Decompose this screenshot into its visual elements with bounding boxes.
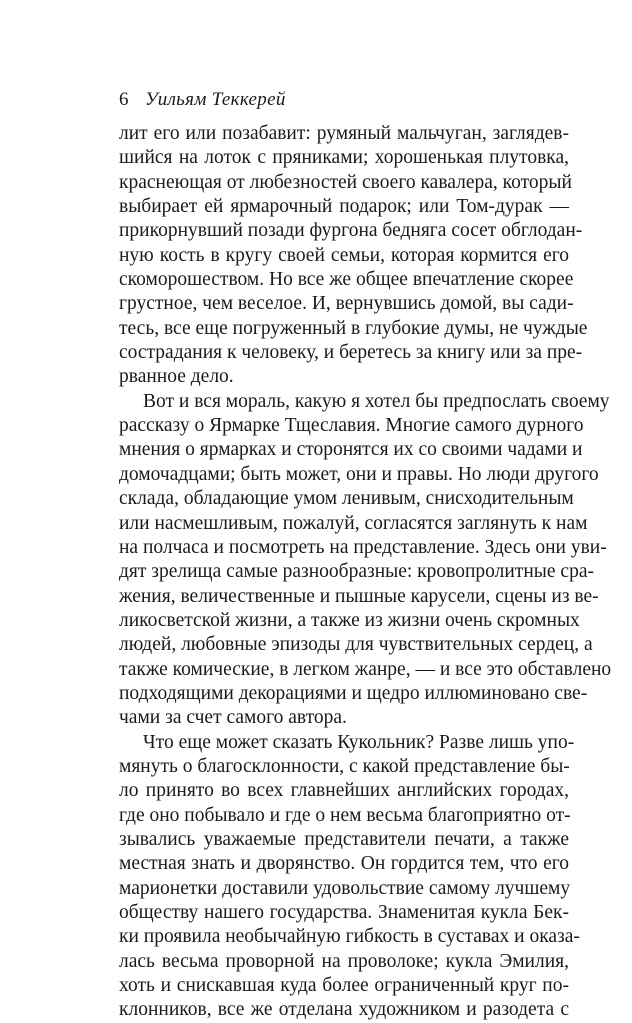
text-line: людей, любовные эпизоды для чувствительных сердец, а	[119, 634, 593, 656]
text-line: хоть и снискавшая куда более ограниченный круг по-	[119, 975, 569, 997]
text-line: ликосветской жизни, а также из жизни очень скромных	[119, 609, 580, 631]
text-line: рванное дело.	[119, 366, 234, 388]
text-line: ки проявила необычайную гибкость в суставах и оказа-	[119, 926, 580, 948]
text-line: сострадания к человеку, и беретесь за книгу или за пре-	[119, 342, 583, 364]
text-line: мянуть о благосклонности, с какой представление бы-	[119, 755, 570, 777]
text-line: краснеющая от любезностей своего кавалера, который	[119, 171, 572, 193]
text-line: рассказу о Ярмарке Тщеславия. Многие самого дурного	[119, 415, 584, 437]
text-line: домочадцами; быть может, они и правы. Но люди другого	[119, 463, 599, 485]
paragraph	[119, 731, 580, 1023]
text-line: марионетки доставили удовольствие самому лучшему	[119, 877, 571, 899]
text-line: местная знать и дворянство. Он гордится тем, что его	[119, 853, 569, 875]
paragraph	[119, 390, 612, 731]
text-line: ную кость в кругу своей семьи, которая кормится его	[119, 244, 569, 266]
text-line: лит его или позабавит: румяный мальчуган, заглядев-	[119, 123, 569, 144]
running-head	[119, 88, 569, 112]
running-head-author: Уильям Теккерей	[145, 89, 286, 110]
text-line: склада, обладающие умом ленивым, снисходительным	[119, 488, 574, 510]
text-line: или насмешливым, пожалуй, согласятся заглянуть к нам	[119, 512, 588, 534]
text-line: где оно побывало и где о нем весьма благоприятно от-	[119, 804, 571, 826]
paragraph	[119, 122, 588, 390]
text-line: зывались уважаемые представители печати, а также	[119, 828, 569, 850]
text-line: обществу нашего государства. Знаменитая кукла Бек-	[119, 902, 569, 923]
text-line: на полчаса и посмотреть на представление. Здесь они уви-	[119, 536, 607, 558]
text-line: дят зрелища самые разнообразные: кровопролитные сра-	[119, 561, 594, 583]
text-line: также комические, в легком жанре, — и все это обставлено	[119, 658, 612, 680]
text-line: лась весьма проворной на проволоке; кукла Эмилия,	[119, 950, 569, 972]
body-text	[119, 122, 612, 1023]
text-line: Что еще может сказать Кукольник? Разве лишь упо-	[143, 731, 575, 753]
text-line: ло принято во всех главнейших английских городах,	[119, 780, 569, 802]
text-line: грустное, чем веселое. И, вернувшись домой, вы сади-	[119, 293, 574, 315]
text-line: шийся на лоток с пряниками; хорошенькая плутовка,	[119, 147, 569, 169]
text-line: жения, величественные и пышные карусели, сцены из ве-	[119, 585, 599, 607]
text-line: клонников, все же отделана художником и разодета с	[119, 999, 569, 1021]
text-line: мнения о ярмарках и сторонятся их со своими чадами и	[119, 439, 583, 461]
text-line: чами за счет самого автора.	[119, 707, 347, 729]
text-line: выбирает ей ярмарочный подарок; или Том-дурак —	[119, 196, 569, 218]
text-line: подходящими декорациями и щедро иллюминовано све-	[119, 682, 588, 704]
text-line: тесь, все еще погруженный в глубокие думы, не чуждые	[119, 317, 588, 339]
page-number: 6	[119, 89, 129, 110]
text-line: скоморошеством. Но все же общее впечатление скорее	[119, 269, 574, 291]
text-line: прикорнувший позади фургона бедняга сосет обглодан-	[119, 220, 583, 242]
text-line: Вот и вся мораль, какую я хотел бы предпослать своему	[143, 390, 610, 412]
